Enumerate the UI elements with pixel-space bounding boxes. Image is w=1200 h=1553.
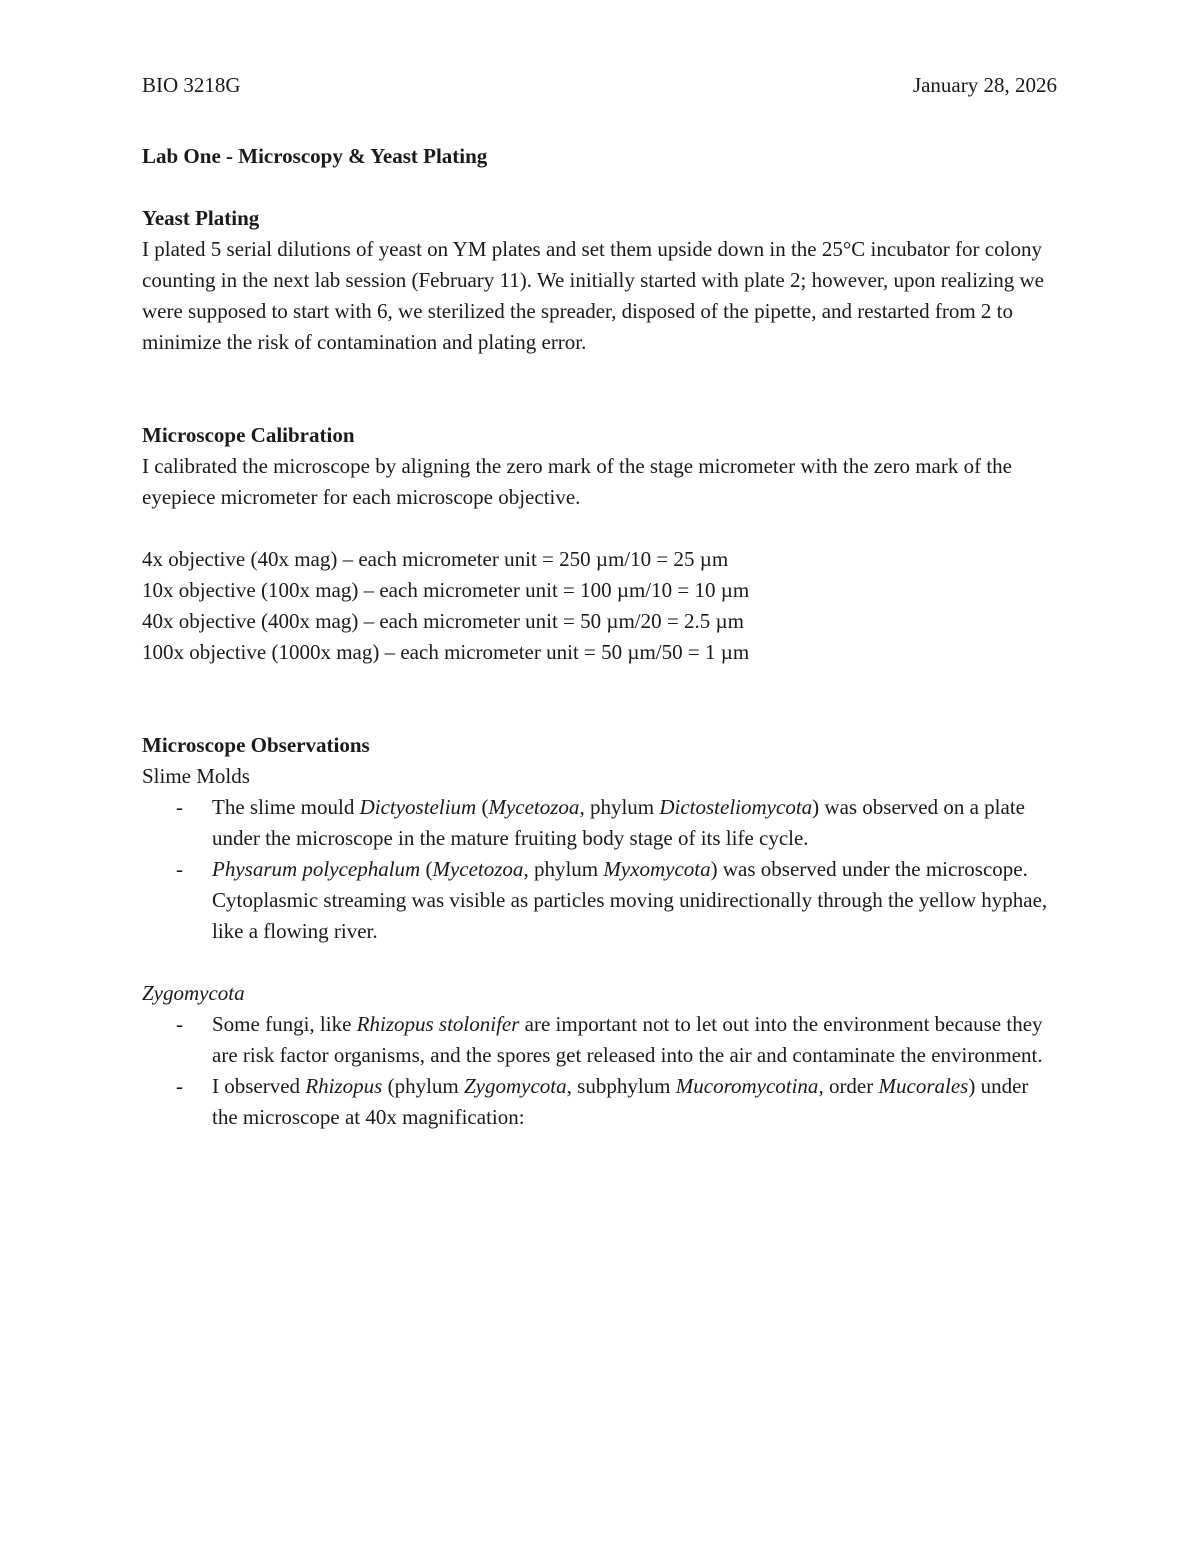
- observations-heading: Microscope Observations: [142, 733, 370, 757]
- slime-molds-list: [142, 792, 1057, 947]
- slime-molds-label: Slime Molds: [142, 764, 250, 788]
- document-page: [142, 70, 1057, 1133]
- bullet-marker: -: [176, 857, 183, 881]
- bullet-marker: -: [176, 1074, 183, 1098]
- microscope-calibration-section: [142, 420, 1057, 668]
- yeast-plating-heading: Yeast Plating: [142, 206, 260, 230]
- calibration-paragraph: I calibrated the microscope by aligning the zero mark of the stage micrometer with the zero mark of the eyepiece micrometer for each microscope objective.: [142, 454, 1012, 509]
- zygomycota-label: Zygomycota: [142, 981, 245, 1005]
- document-date: January 28, 2026: [912, 73, 1057, 97]
- yeast-plating-section: [142, 203, 1057, 358]
- calibration-line-100x: 100x objective (1000x mag) – each micrometer unit = 50 µm/50 = 1 µm: [142, 640, 750, 664]
- calibration-heading: Microscope Calibration: [142, 423, 355, 447]
- calibration-line-4x: 4x objective (40x mag) – each micrometer unit = 250 µm/10 = 25 µm: [142, 547, 729, 571]
- page-title: Lab One - Microscopy & Yeast Plating: [142, 144, 488, 168]
- microscope-observations-section: [142, 730, 1057, 1133]
- page-header: [142, 70, 1057, 101]
- calibration-line-40x: 40x objective (400x mag) – each micrometer unit = 50 µm/20 = 2.5 µm: [142, 609, 744, 633]
- list-item: - Physarum polycephalum (Mycetozoa, phylum Myxomycota) was observed under the microscope. Cytoplasmic streaming was visible as particles moving unidirectionally through the yellow hyphae, like a flowing river.: [142, 854, 1057, 947]
- bullet-marker: -: [176, 1012, 183, 1036]
- zygomycota-list: [142, 1009, 1057, 1133]
- list-item: - The slime mould Dictyostelium (Mycetozoa, phylum Dictosteliomycota) was observed on a plate under the microscope in the mature fruiting body stage of its life cycle.: [142, 792, 1057, 854]
- calibration-line-10x: 10x objective (100x mag) – each micrometer unit = 100 µm/10 = 10 µm: [142, 578, 750, 602]
- yeast-plating-paragraph: I plated 5 serial dilutions of yeast on YM plates and set them upside down in the 25°C incubator for colony counting in the next lab session (February 11). We initially started with plate 2; however, upon realizing we were supposed to start with 6, we sterilized the spreader, disposed of the pipette, and restarted from 2 to minimize the risk of contamination and plating error.: [142, 237, 1044, 354]
- list-item: - Some fungi, like Rhizopus stolonifer are important not to let out into the environment because they are risk factor organisms, and the spores get released into the air and contaminate the environment.: [142, 1009, 1057, 1071]
- bullet-marker: -: [176, 795, 183, 819]
- course-code: BIO 3218G: [142, 73, 241, 97]
- list-item: - I observed Rhizopus (phylum Zygomycota, subphylum Mucoromycotina, order Mucorales) under the microscope at 40x magnification:: [142, 1071, 1057, 1133]
